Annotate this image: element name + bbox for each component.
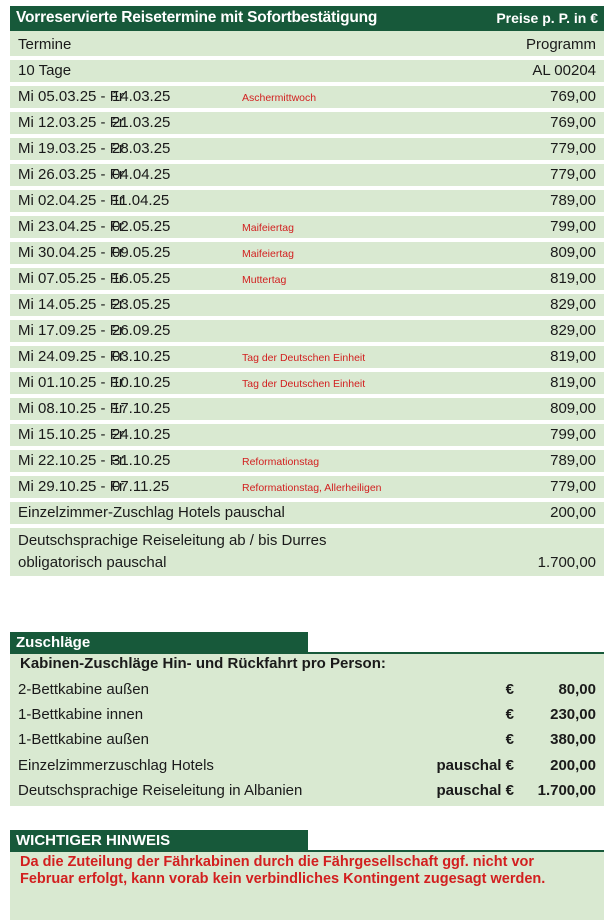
row-price: 769,00	[550, 88, 596, 105]
notice-text: Da die Zuteilung der Fährkabinen durch die Fährgesellschaft ggf. nicht vor Februar erfolgt, kann vorab kein verbindliches Kontingent zugesagt werden.	[20, 854, 546, 887]
date-from: Mi 22.10.25 - Fr	[18, 452, 124, 469]
single-room-row	[10, 502, 604, 528]
guide-price: 1.700,00	[537, 554, 596, 571]
table-row	[10, 398, 604, 424]
surcharge-price: 230,00	[550, 706, 596, 723]
row-price: 779,00	[550, 478, 596, 495]
holiday-note: Aschermittwoch	[242, 92, 317, 104]
date-from: Mi 17.09.25 - Fr	[18, 322, 124, 339]
notice-section	[10, 830, 604, 920]
surcharges-title: Zuschläge	[10, 632, 308, 654]
notice-box	[10, 852, 604, 920]
date-from: Mi 30.04.25 - Fr	[18, 244, 124, 261]
date-to: 21.03.25	[112, 114, 171, 131]
surcharge-row	[18, 780, 596, 802]
holiday-note: Maifeiertag	[242, 248, 294, 260]
date-from: Mi 19.03.25 - Fr	[18, 140, 124, 157]
table-row	[10, 138, 604, 164]
dates-section	[10, 6, 604, 576]
row-price: 829,00	[550, 296, 596, 313]
guide-row	[10, 528, 604, 576]
single-room-price: 200,00	[550, 504, 596, 521]
date-to: 11.04.25	[112, 192, 170, 209]
date-from: Mi 23.04.25 - Fr	[18, 218, 124, 235]
surcharge-prefix: €	[505, 731, 514, 748]
col-termine: Termine	[18, 36, 72, 53]
table-row	[10, 164, 604, 190]
date-to: 02.05.25	[112, 218, 171, 235]
holiday-note: Reformationstag, Allerheiligen	[242, 482, 382, 494]
notice-title: WICHTIGER HINWEIS	[10, 830, 308, 852]
surcharge-row	[18, 755, 596, 777]
surcharge-row	[18, 729, 596, 751]
date-to: 16.05.25	[112, 270, 171, 287]
notice-header	[10, 830, 604, 852]
date-from: Mi 12.03.25 - Fr	[18, 114, 124, 131]
dates-title: Vorreservierte Reisetermine mit Sofortbestätigung	[16, 9, 378, 26]
date-from: Mi 08.10.25 - Fr	[18, 400, 124, 417]
table-row	[10, 294, 604, 320]
date-from: Mi 29.10.25 - Fr	[18, 478, 124, 495]
date-from: Mi 26.03.25 - Fr	[18, 166, 124, 183]
holiday-note: Muttertag	[242, 274, 287, 286]
date-to: 31.10.25	[112, 452, 171, 469]
row-price: 779,00	[550, 166, 596, 183]
surcharge-label: 1-Bettkabine außen	[18, 731, 149, 748]
date-rows	[10, 86, 604, 502]
date-from: Mi 14.05.25 - Fr	[18, 296, 124, 313]
table-row	[10, 450, 604, 476]
row-price: 809,00	[550, 244, 596, 261]
surcharge-prefix: €	[505, 706, 514, 723]
table-header-row	[10, 34, 604, 60]
row-price: 789,00	[550, 452, 596, 469]
table-row	[10, 190, 604, 216]
surcharge-price: 380,00	[550, 731, 596, 748]
surcharge-row	[18, 679, 596, 701]
date-from: Mi 01.10.25 - Fr	[18, 374, 124, 391]
surcharges-subtitle: Kabinen-Zuschläge Hin- und Rückfahrt pro Person:	[20, 655, 386, 672]
date-from: Mi 07.05.25 - Fr	[18, 270, 124, 287]
surcharge-price: 1.700,00	[537, 782, 596, 799]
surcharge-label: Einzelzimmerzuschlag Hotels	[18, 757, 214, 774]
holiday-note: Reformationstag	[242, 456, 320, 468]
date-to: 26.09.25	[112, 322, 171, 339]
table-row	[10, 242, 604, 268]
guide-label-line1: Deutschsprachige Reiseleitung ab / bis Durres	[18, 532, 327, 549]
surcharge-label: Deutschsprachige Reiseleitung in Albanien	[18, 782, 303, 799]
col-programm: Programm	[525, 36, 596, 53]
table-row	[10, 476, 604, 502]
single-room-label: Einzelzimmer-Zuschlag Hotels pauschal	[18, 504, 285, 521]
duration-label: 10 Tage	[18, 62, 72, 79]
date-to: 28.03.25	[112, 140, 171, 157]
row-price: 789,00	[550, 192, 596, 209]
surcharges-section	[10, 632, 604, 806]
table-row	[10, 216, 604, 242]
row-price: 819,00	[550, 348, 596, 365]
table-row	[10, 346, 604, 372]
holiday-note: Tag der Deutschen Einheit	[242, 378, 366, 390]
row-price: 799,00	[550, 218, 596, 235]
surcharge-label: 2-Bettkabine außen	[18, 681, 149, 698]
date-to: 24.10.25	[112, 426, 171, 443]
date-to: 04.04.25	[112, 166, 171, 183]
date-from: Mi 24.09.25 - Fr	[18, 348, 124, 365]
date-from: Mi 02.04.25 - Fr	[18, 192, 124, 209]
date-to: 07.11.25	[112, 478, 170, 495]
row-price: 769,00	[550, 114, 596, 131]
table-row	[10, 268, 604, 294]
date-to: 23.05.25	[112, 296, 171, 313]
date-to: 03.10.25	[112, 348, 171, 365]
date-from: Mi 15.10.25 - Fr	[18, 426, 124, 443]
surcharge-row	[18, 704, 596, 726]
dates-header-bar	[10, 6, 604, 34]
surcharge-prefix: pauschal €	[436, 782, 514, 799]
price-note: Preise p. P. in €	[496, 10, 598, 26]
surcharge-price: 80,00	[558, 681, 596, 698]
surcharge-price: 200,00	[550, 757, 596, 774]
guide-label-line2: obligatorisch pauschal	[18, 554, 167, 571]
table-row	[10, 424, 604, 450]
dates-table	[10, 34, 604, 576]
surcharge-label: 1-Bettkabine innen	[18, 706, 144, 723]
holiday-note: Maifeiertag	[242, 222, 294, 234]
program-code: AL 00204	[532, 62, 596, 79]
holiday-note: Tag der Deutschen Einheit	[242, 352, 366, 364]
table-row	[10, 320, 604, 346]
surcharges-box	[10, 654, 604, 806]
row-price: 779,00	[550, 140, 596, 157]
row-price: 819,00	[550, 374, 596, 391]
date-to: 10.10.25	[112, 374, 171, 391]
row-price: 819,00	[550, 270, 596, 287]
date-from: Mi 05.03.25 - Fr	[18, 88, 124, 105]
duration-row	[10, 60, 604, 86]
table-row	[10, 112, 604, 138]
row-price: 799,00	[550, 426, 596, 443]
date-to: 17.10.25	[112, 400, 171, 417]
surcharges-header	[10, 632, 604, 654]
date-to: 09.05.25	[112, 244, 171, 261]
table-row	[10, 372, 604, 398]
table-row	[10, 86, 604, 112]
date-to: 14.03.25	[112, 88, 171, 105]
surcharge-prefix: pauschal €	[436, 757, 514, 774]
row-price: 829,00	[550, 322, 596, 339]
row-price: 809,00	[550, 400, 596, 417]
surcharge-prefix: €	[505, 681, 514, 698]
